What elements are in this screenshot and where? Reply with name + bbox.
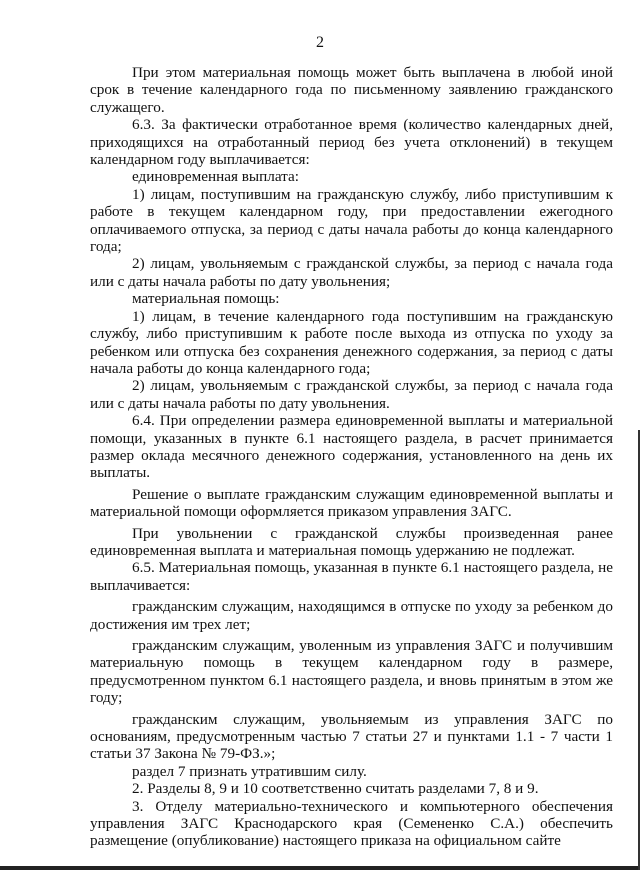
paragraph: При этом материальная помощь может быть выплачена в любой иной срок в течение календарного года по письменному заявлению гражданского служащего. <box>90 64 613 116</box>
paragraph: Решение о выплате гражданским служащим единовременной выплаты и материальной помощи оформляется приказом управления ЗАГС. <box>90 485 613 521</box>
paragraph: гражданским служащим, увольняемым из управления ЗАГС по основаниям, предусмотренным частью 7 статьи 27 и пунктами 1.1 - 7 части 1 статьи 37 Закона № 79-ФЗ.»; <box>90 710 613 763</box>
paragraph: 1) лицам, поступившим на гражданскую службу, либо приступившим к работе в текущем календарном году, при предоставлении ежегодного оплачиваемого отпуска, за период с даты начала работы до конца календарного года; <box>90 185 613 256</box>
scan-bottom-edge <box>0 866 640 870</box>
paragraph: материальная помощь: <box>132 290 280 308</box>
paragraph: 6.3. За фактически отработанное время (количество календарных дней, приходящихся на отработанный период без учета отклонений) в текущем календарном году выплачивается: <box>90 116 613 169</box>
paragraph: гражданским служащим, находящимся в отпуске по уходу за ребенком до достижения им трех лет; <box>90 598 613 633</box>
document-body <box>90 64 613 850</box>
paragraph: При увольнении с гражданской службы произведенная ранее единовременная выплата и материальная помощь удержанию не подлежат. <box>90 524 613 559</box>
paragraph: гражданским служащим, уволенным из управления ЗАГС и получившим материальную помощь в текущем календарном году в размере, предусмотренном пунктом 6.1 настоящего раздела, и вновь принятым в этом же году; <box>90 637 613 707</box>
page-number: 2 <box>316 34 324 51</box>
paragraph: раздел 7 признать утратившим силу. <box>132 762 367 780</box>
paragraph: 1) лицам, в течение календарного года поступившим на гражданскую службу, либо приступившим к работе после выхода из отпуска по уходу за ребенком или отпуска без сохранения денежного содержания, за период с даты начала работы до конца календарного года; <box>90 307 613 377</box>
paragraph: 2. Разделы 8, 9 и 10 соответственно считать разделами 7, 8 и 9. <box>132 780 539 798</box>
paragraph: 3. Отделу материально-технического и компьютерного обеспечения управления ЗАГС Краснодарского края (Семененко С.А.) обеспечить размещение (опубликование) настоящего приказа на официальном сайте <box>90 797 613 850</box>
paragraph: 6.4. При определении размера единовременной выплаты и материальной помощи, указанных в пункте 6.1 настоящего раздела, в расчет принимается размер оклада месячного денежного содержания, установленного на день их выплаты. <box>90 412 613 482</box>
paragraph: 2) лицам, увольняемым с гражданской службы, за период с начала года или с даты начала работы по дату увольнения; <box>90 255 613 290</box>
paragraph: единовременная выплата: <box>132 168 299 186</box>
paragraph: 2) лицам, увольняемым с гражданской службы, за период с начала года или с даты начала работы по дату увольнения. <box>90 377 613 412</box>
paragraph: 6.5. Материальная помощь, указанная в пункте 6.1 настоящего раздела, не выплачивается: <box>90 559 613 594</box>
